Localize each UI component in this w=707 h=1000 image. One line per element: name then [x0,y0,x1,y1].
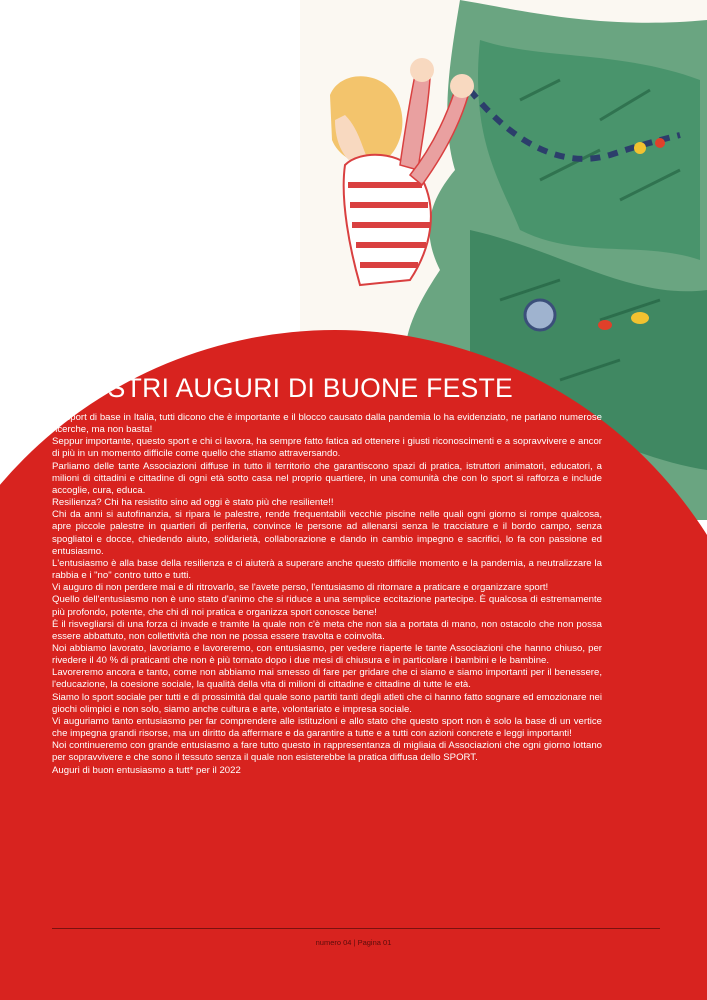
paragraph: Siamo lo sport sociale per tutti e di prossimità dal quale sono partiti tanti degli atleti che ci hanno fatto sognare ed emozionare nei giochi olimpici e non solo, siamo anche cultura e arte, volontariato e impresa sociale. [52,691,602,715]
paragraph: Quello dell'entusiasmo non è uno stato d'animo che si riduce a una semplice eccitazione partecipe. È qualcosa di estremamente più profondo, potente, che chi di noi pratica e organizza sport conosce bene! [52,594,602,618]
paragraph: È il risvegliarsi di una forza ci invade e tramite la quale non c'è meta che non sia a portata di mano, non ostacolo che non possa essere abbattuto, non collettività che non ne possa essere travolta e coinvolta. [52,618,602,642]
article-body [52,412,602,777]
paragraph: Parliamo delle tante Associazioni diffuse in tutto il territorio che garantiscono spazi di pratica, istruttori animatori, educatori, a milioni di cittadini e cittadine di ogni età sotto casa nel proprio quartiere, in una comunità che con lo sport si rafforza e include accoglie, cura, educa. [52,460,602,496]
article [52,372,602,777]
paragraph: Noi continueremo con grande entusiasmo a fare tutto questo in rappresentanza di migliaia di Associazioni che ogni giorno lottano per sopravvivere e che sono il tessuto senza il quale non esisterebbe la pratica diffusa dello SPORT. [52,740,602,764]
paragraph: Lo sport di base in Italia, tutti dicono che è importante e il blocco causato dalla pandemia lo ha evidenziato, ne parlano numerose ricerche, ma non basta! [52,412,602,436]
page-number: numero 04 | Pagina 01 [315,938,392,947]
closing-line: Auguri di buon entusiasmo a tutt* per il 2022 [52,764,241,776]
paragraph: Lavoreremo ancora e tanto, come non abbiamo mai smesso di fare per gridare che ci siamo e siamo importanti per il benessere, l'educazione, la coesione sociale, la qualità della vita di milioni di cittadine e cittadine di tutte le età. [52,667,602,691]
paragraph: Noi abbiamo lavorato, lavoriamo e lavoreremo, con entusiasmo, per vedere riaperte le tante Associazioni che hanno chiuso, per rivedere il 40 % di praticanti che non è più tornato dopo i due mesi di chiusura e in particolare i bambini e le bambine. [52,642,602,667]
paragraph: Vi auguro di non perdere mai e di ritrovarlo, se l'avete perso, l'entusiasmo di ritornare a praticare e organizzare sport! [52,582,549,594]
article-title: I NOSTRI AUGURI DI BUONE FESTE [52,373,514,403]
paragraph: L'entusiasmo è alla base della resilienza e ci aiuterà a superare anche questo difficile momento e la pandemia, a neutralizzare la rabbia e i "no" contro tutto e tutti. [52,557,602,582]
paragraph: Resilienza? Chi ha resistito sino ad oggi è stato più che resiliente!! [52,497,334,509]
footer-divider [52,928,660,929]
paragraph: Chi da anni si autofinanzia, si ripara le palestre, rende frequentabili vecchie piscine nelle quali ogni giorno si rompe qualcosa, apre piccole palestre in quartieri di periferia, convince le persone ad allenarsi senza le tracciature e il bordo campo, senza spogliatoi e docce, chiedendo aiuto, solidarietà, collaborazione e dando in cambio impegno e sacrifici, lo fa con passione ed entusiasmo. [52,509,602,557]
paragraph: Seppur importante, questo sport e chi ci lavora, ha sempre fatto fatica ad ottenere i giusti riconoscimenti e a sopravvivere e ancor di più in un momento difficile come quello che stiamo attraversando. [52,436,602,460]
paragraph: Vi auguriamo tanto entusiasmo per far comprendere alle istituzioni e allo stato che questo sport non è solo la base di un vertice che impegna grandi risorse, ma un diritto da affermare e da garantire a tutte e a tutti con azioni concrete e leggi importanti! [52,715,602,740]
